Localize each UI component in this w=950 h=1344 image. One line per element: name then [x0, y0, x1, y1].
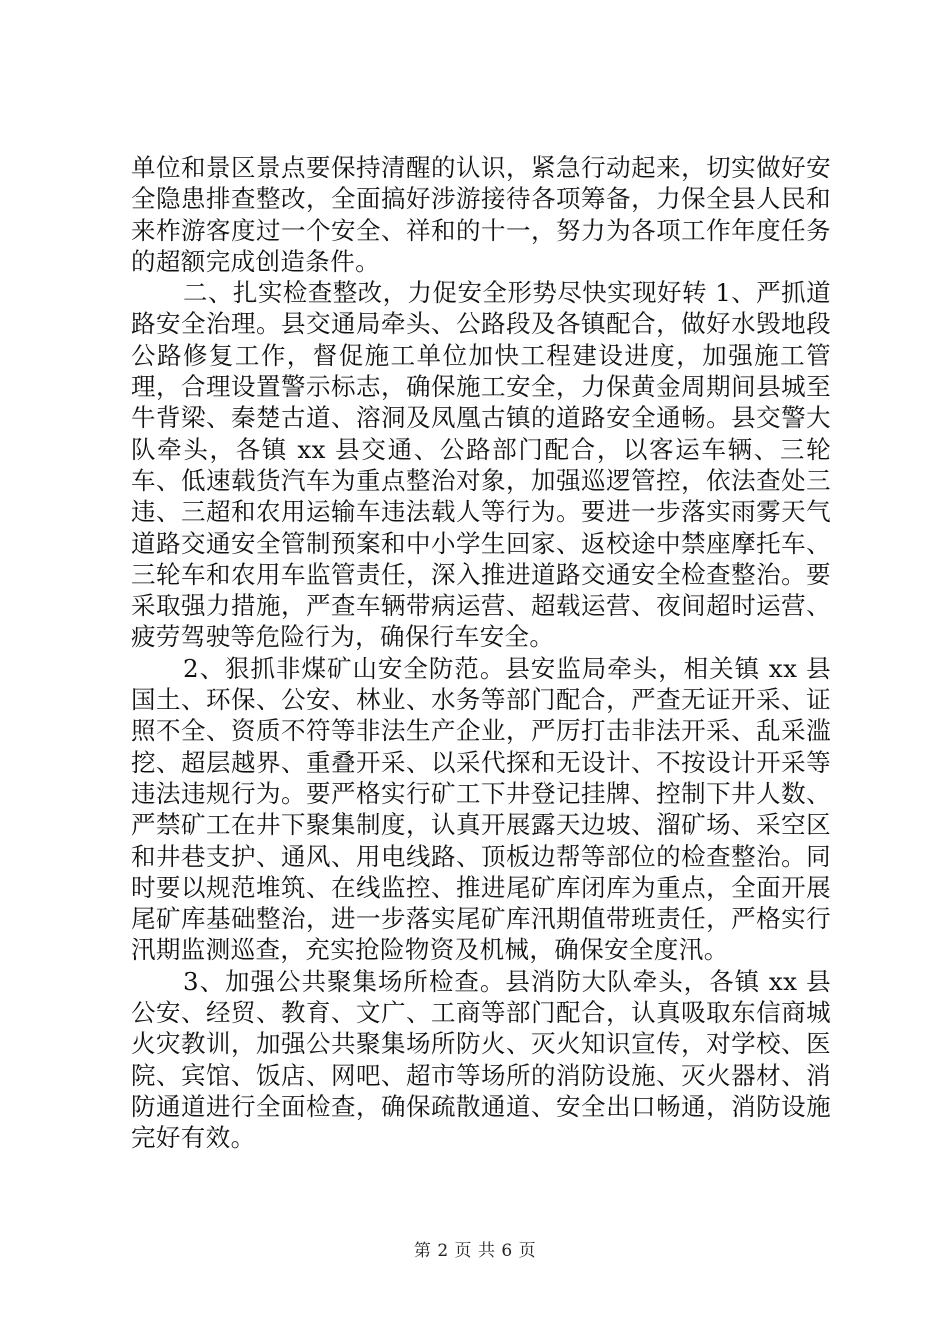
page-footer — [0, 1240, 950, 1262]
page-number-label: 第 2 页 共 6 页 — [413, 1241, 537, 1261]
paragraph-4: 3、加强公共聚集场所检查。县消防大队牵头，各镇 xx 县公安、经贸、教育、文广、工商等部门配合，认真吸取东信商城火灾教训，加强公共聚集场所防火、灭火知识宣传，对学校、医院、宾馆、饭店、网吧、超市等场所的消防设施、灭火器材、消防通道进行全面检查，确保疏散通道、安全出口畅通，消防设施完好有效。 — [131, 966, 831, 1153]
paragraph-2: 二、扎实检查整改，力促安全形势尽快实现好转 1、严抓道路安全治理。县交通局牵头、公路段及各镇配合，做好水毁地段公路修复工作，督促施工单位加快工程建设进度，加强施工管理，合理设置警示标志，确保施工安全，力保黄金周期间县城至牛背梁、秦楚古道、溶洞及凤凰古镇的道路安全通畅。县交警大队牵头，各镇 xx 县交通、公路部门配合，以客运车辆、三轮车、低速载货汽车为重点整治对象，加强巡逻管控，依法查处三违、三超和农用运输车违法载人等行为。要进一步落实雨雾天气道路交通安全管制预案和中小学生回家、返校途中禁座摩托车、三轮车和农用车监管责任，深入推进道路交通安全检查整治。要采取强力措施，严查车辆带病运营、超载运营、夜间超时运营、疲劳驾驶等危险行为，确保行车安全。 — [131, 278, 831, 652]
document-body — [131, 152, 831, 1154]
paragraph-1: 单位和景区景点要保持清醒的认识，紧急行动起来，切实做好安全隐患排查整改，全面搞好涉游接待各项筹备，力保全县人民和来柞游客度过一个安全、祥和的十一，努力为各项工作年度任务的超额完成创造条件。 — [131, 153, 831, 276]
paragraph-3: 2、狠抓非煤矿山安全防范。县安监局牵头，相关镇 xx 县国土、环保、公安、林业、水务等部门配合，严查无证开采、证照不全、资质不符等非法生产企业，严厉打击非法开采、乱采滥挖、超层越界、重叠开采、以采代探和无设计、不按设计开采等违法违规行为。要严格实行矿工下井登记挂牌、控制下井人数、严禁矿工在井下聚集制度，认真开展露天边坡、溜矿场、采空区和井巷支护、通风、用电线路、顶板边帮等部位的检查整治。同时要以规范堆筑、在线监控、推进尾矿库闭库为重点，全面开展尾矿库基础整治，进一步落实尾矿库汛期值带班责任，严格实行汛期监测巡查，充实抢险物资及机械，确保安全度汛。 — [131, 653, 831, 965]
